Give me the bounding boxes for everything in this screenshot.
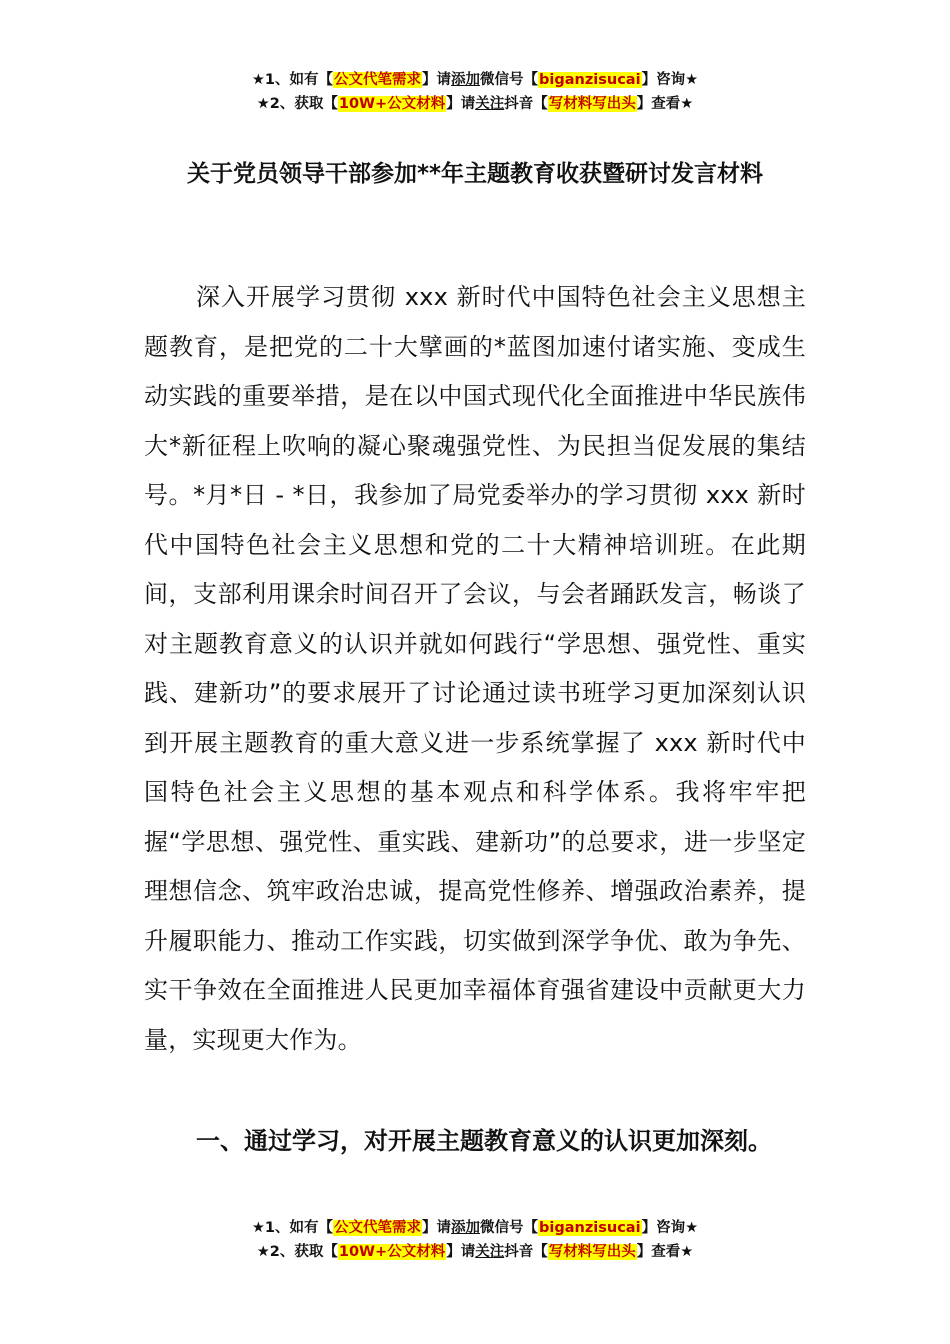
promo-line-1 bbox=[0, 1216, 950, 1240]
wechat-id-highlight: biganzisucai bbox=[539, 72, 641, 88]
promo-highlight: 10W+公文材料 bbox=[338, 1244, 446, 1260]
document-title: 关于党员领导干部参加**年主题教育收获暨研讨发言材料 bbox=[186, 161, 764, 187]
promo-line-2 bbox=[0, 92, 950, 116]
promo-text: 】请 bbox=[422, 1220, 452, 1236]
promo-text: 】咨询★ bbox=[641, 1220, 699, 1236]
promo-highlight: 公文代笔需求 bbox=[334, 72, 422, 88]
section-heading: 一、通过学习，对开展主题教育意义的认识更加深刻。 bbox=[196, 1127, 772, 1155]
promo-text: ★1、如有【 bbox=[251, 1220, 334, 1236]
promo-highlight: 10W+公文材料 bbox=[338, 96, 446, 112]
promo-text: 】请 bbox=[446, 96, 476, 112]
promo-text: 抖音【 bbox=[504, 1244, 548, 1260]
douyin-account-highlight: 写材料写出头 bbox=[548, 96, 636, 112]
promo-line-1 bbox=[0, 68, 950, 92]
promo-highlight: 公文代笔需求 bbox=[334, 1220, 422, 1236]
douyin-account-highlight: 写材料写出头 bbox=[548, 1244, 636, 1260]
body-paragraph: 深入开展学习贯彻 xxx 新时代中国特色社会主义思想主题教育，是把党的二十大擘画的*蓝图加速付诸实施、变成生动实践的重要举措，是在以中国式现代化全面推进中华民族伟大*新征程上吹响的凝心聚魂强党性、为民担当促发展的集结号。*月*日 - *日，我参加了局党委举办的学习贯彻 xxx 新时代中国特色社会主义思想和党的二十大精神培训班。在此期间，支部利用课余时间召开了会议，与会者踊跃发言，畅谈了对主题教育意义的认识并就如何践行“学思想、强党性、重实践、建新功”的要求展开了讨论通过读书班学习更加深刻认识到开展主题教育的重大意义进一步系统掌握了 xxx 新时代中国特色社会主义思想的基本观点和科学体系。我将牢牢把握“学思想、强党性、重实践、建新功”的总要求，进一步坚定理想信念、筑牢政治忠诚，提高党性修养、增强政治素养，提升履职能力、推动工作实践，切实做到深学争优、敢为争先、实干争效在全面推进人民更加幸福体育强省建设中贡献更大力量，实现更大作为。 bbox=[144, 283, 806, 1054]
promo-text: ★1、如有【 bbox=[251, 72, 334, 88]
promo-text: 】查看★ bbox=[636, 1244, 694, 1260]
promo-text: ★2、获取【 bbox=[256, 96, 338, 112]
promo-emphasis: 添加 bbox=[451, 1220, 481, 1236]
promo-text: ★2、获取【 bbox=[256, 1244, 338, 1260]
header-promo-banner bbox=[0, 68, 950, 116]
promo-text: 】查看★ bbox=[636, 96, 694, 112]
promo-emphasis: 关注 bbox=[475, 96, 505, 112]
promo-emphasis: 添加 bbox=[451, 72, 481, 88]
promo-line-2 bbox=[0, 1240, 950, 1264]
promo-text: 】请 bbox=[446, 1244, 476, 1260]
promo-text: 微信号【 bbox=[480, 1220, 539, 1236]
promo-emphasis: 关注 bbox=[475, 1244, 505, 1260]
promo-text: 】请 bbox=[422, 72, 452, 88]
promo-text: 抖音【 bbox=[504, 96, 548, 112]
footer-promo-banner bbox=[0, 1216, 950, 1264]
promo-text: 微信号【 bbox=[480, 72, 539, 88]
wechat-id-highlight: biganzisucai bbox=[539, 1220, 641, 1236]
promo-text: 】咨询★ bbox=[641, 72, 699, 88]
